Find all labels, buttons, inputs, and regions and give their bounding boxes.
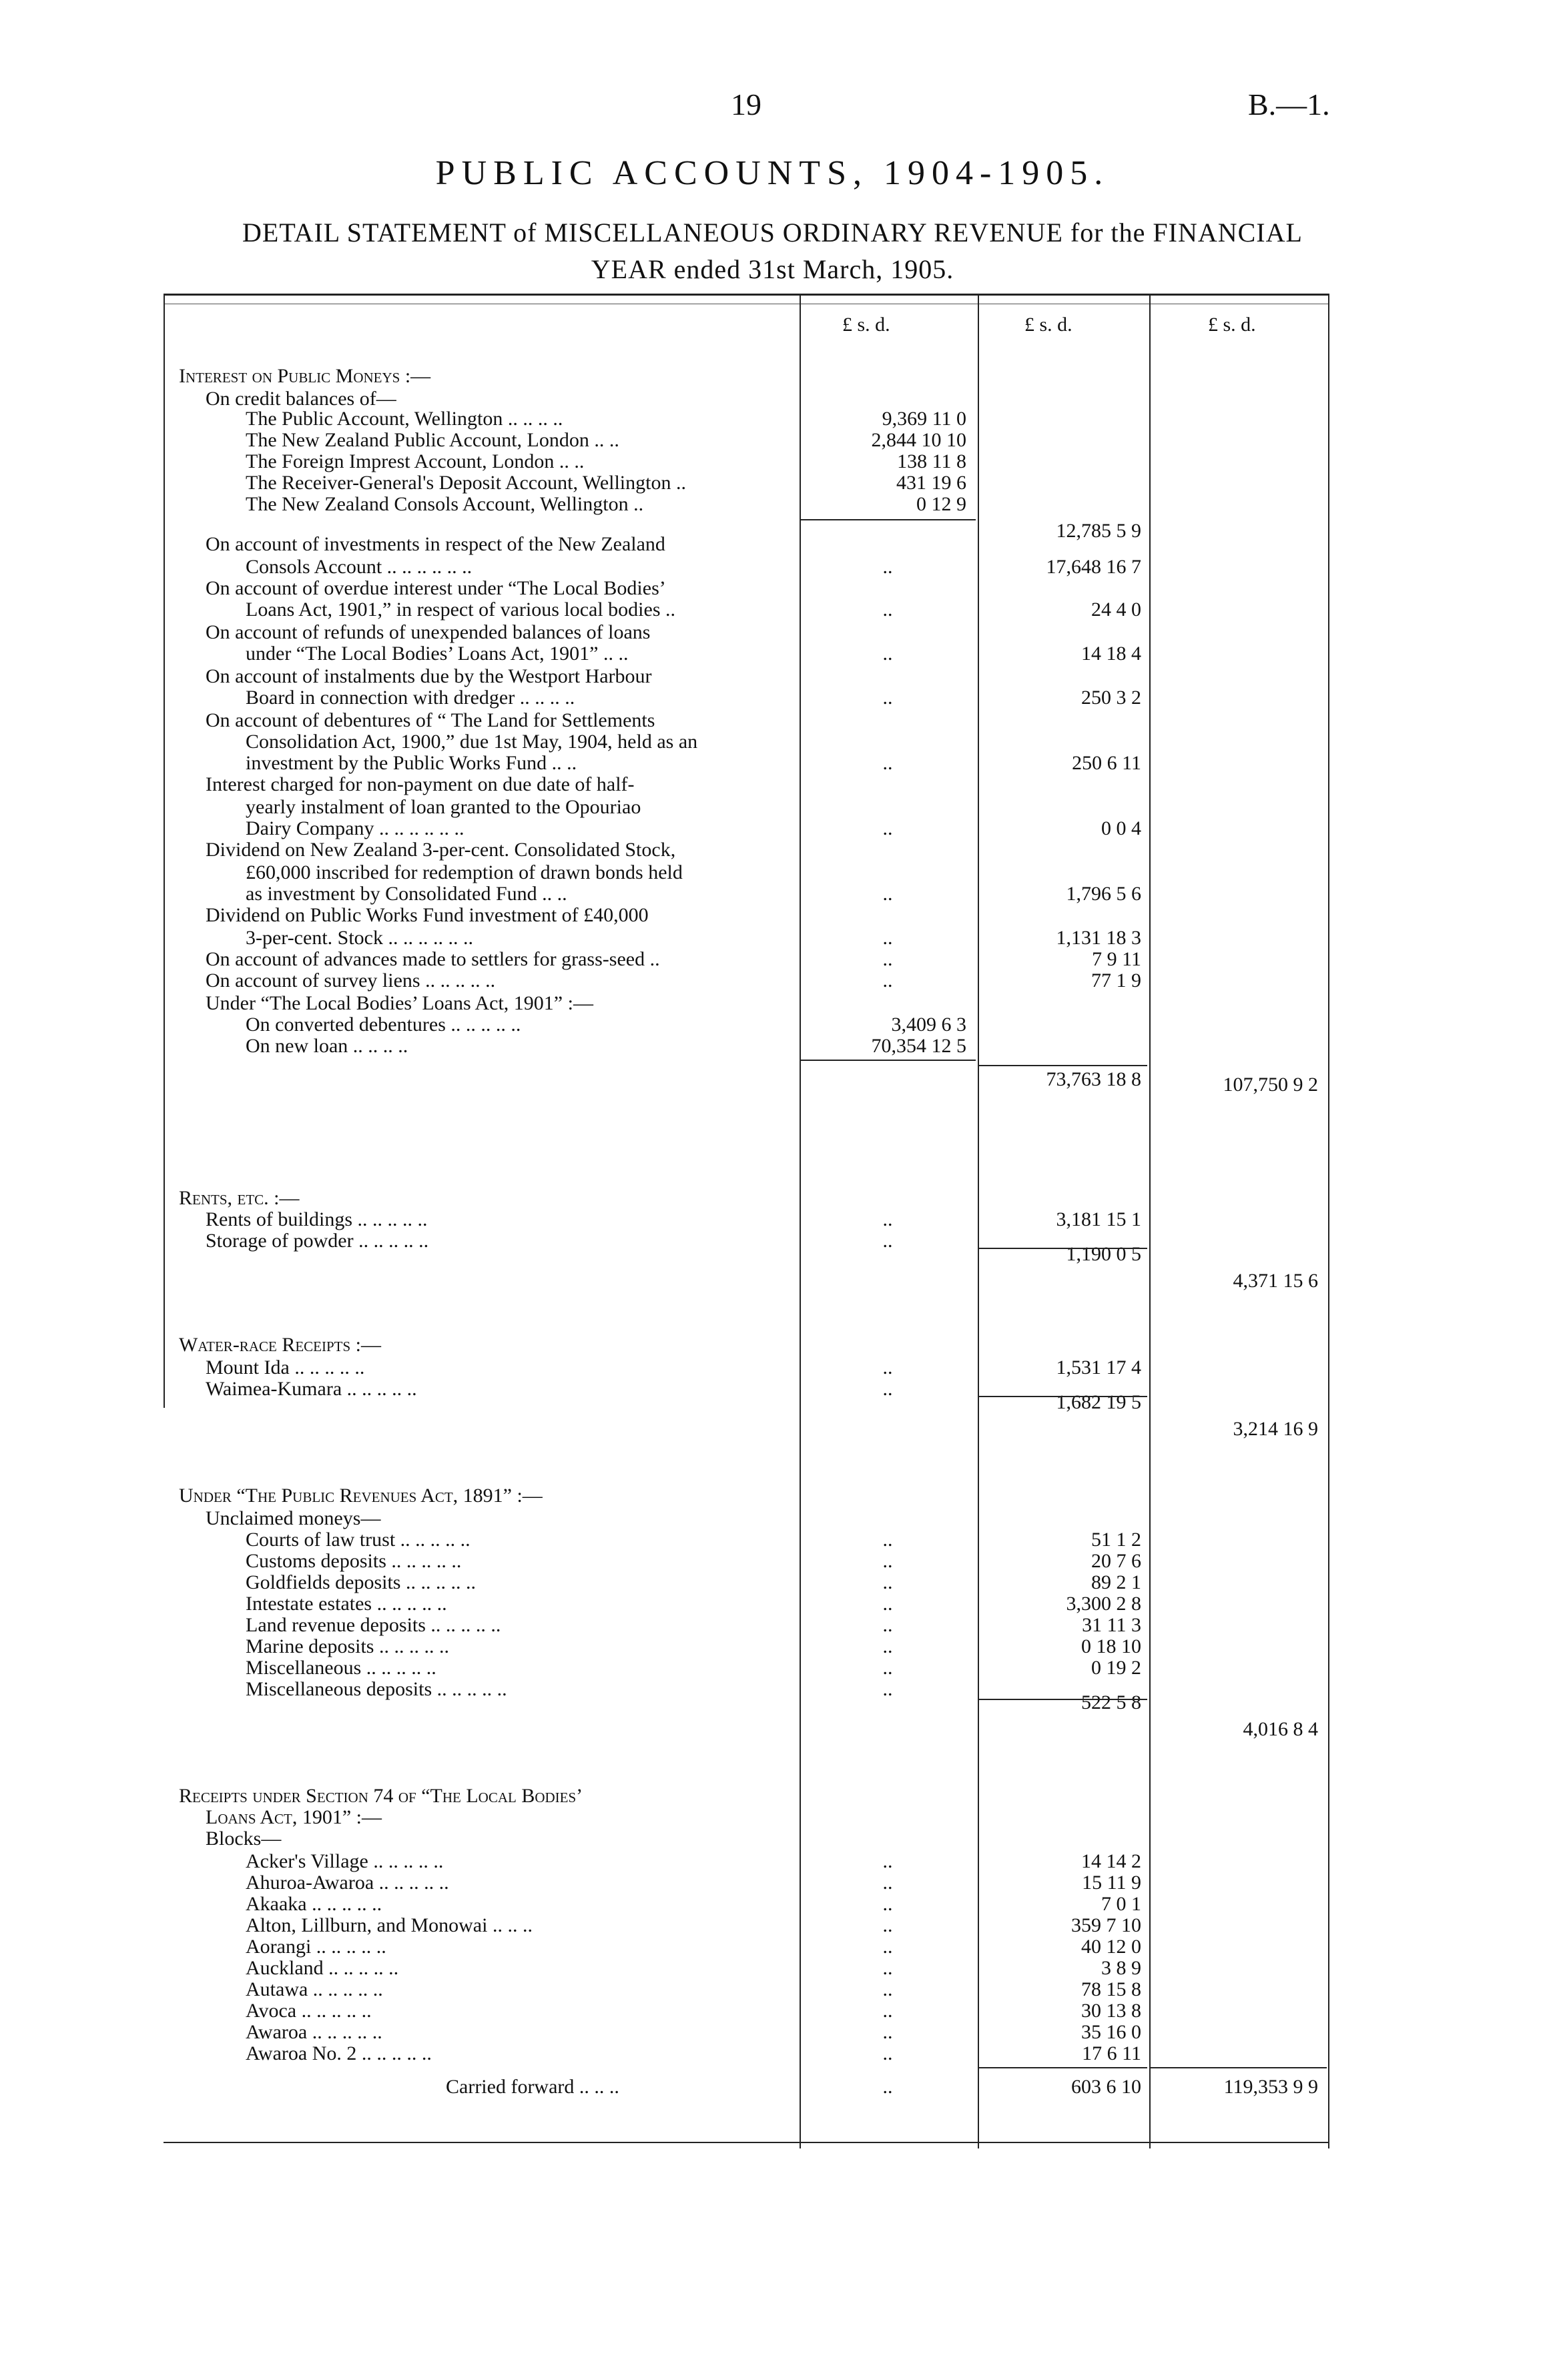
row-text: On account of advances made to settlers for grass-seed .. xyxy=(206,948,660,970)
amount-column-2: 1,796 5 6 xyxy=(1066,883,1141,905)
amount-column-1: .. xyxy=(882,687,893,709)
amount-column-2: 1,531 17 4 xyxy=(1056,1356,1141,1378)
row-text: Miscellaneous deposits .. .. .. .. .. xyxy=(246,1678,507,1700)
amount-column-2: 359 7 10 xyxy=(1071,1914,1141,1936)
row-text: Autawa .. .. .. .. .. xyxy=(246,1978,383,2000)
row-text: Consols Account .. .. .. .. .. .. xyxy=(246,556,473,578)
row-text: On converted debentures .. .. .. .. .. xyxy=(246,1014,521,1036)
amount-column-2: 603 6 10 xyxy=(1071,2076,1141,2098)
amount-column-1: .. xyxy=(882,1978,893,2000)
amount-column-1: 0 12 9 xyxy=(916,493,966,515)
column-header-1: £ s. d. xyxy=(842,314,890,336)
amount-column-2: 77 1 9 xyxy=(1091,969,1141,991)
amount-column-1: .. xyxy=(882,1378,893,1400)
amount-column-1: .. xyxy=(882,1635,893,1657)
subtotal-rule xyxy=(979,1396,1147,1397)
amount-column-2: 250 3 2 xyxy=(1081,687,1141,709)
row-text: under “The Local Bodies’ Loans Act, 1901” .. .. xyxy=(246,643,629,665)
row-text: The New Zealand Public Account, London .. .. xyxy=(246,429,619,451)
amount-column-2: 522 5 8 xyxy=(1081,1691,1141,1713)
subtotal-rule xyxy=(1151,2067,1327,2068)
row-text: The Public Account, Wellington .. .. .. .. xyxy=(246,408,563,430)
row-text: Dividend on Public Works Fund investment of £40,000 xyxy=(206,904,649,926)
amount-column-3: 119,353 9 9 xyxy=(1223,2076,1318,2098)
subtotal-rule xyxy=(979,1065,1147,1066)
row-text: On credit balances of— xyxy=(206,388,396,410)
amount-column-1: .. xyxy=(882,1529,893,1551)
column-header-3: £ s. d. xyxy=(1208,314,1256,336)
row-text: Marine deposits .. .. .. .. .. xyxy=(246,1635,449,1657)
column-divider-1 xyxy=(800,294,801,2148)
amount-column-1: .. xyxy=(882,1914,893,1936)
row-text: The Receiver-General's Deposit Account, Wellington .. xyxy=(246,472,686,494)
row-text: as investment by Consolidated Fund .. .. xyxy=(246,883,567,905)
column-divider-2 xyxy=(978,294,979,2148)
row-text: yearly instalment of loan granted to the Opouriao xyxy=(246,796,641,818)
amount-column-1: .. xyxy=(882,2021,893,2043)
row-text: Alton, Lillburn, and Monowai .. .. .. xyxy=(246,1914,533,1936)
row-text: Land revenue deposits .. .. .. .. .. xyxy=(246,1614,501,1636)
row-text: Receipts under Section 74 of “The Local Bodies’ xyxy=(179,1785,583,1807)
amount-column-2: 3,300 2 8 xyxy=(1066,1593,1141,1615)
page-number: 19 xyxy=(731,87,761,121)
amount-column-2: 14 18 4 xyxy=(1081,643,1141,665)
row-text: Avoca .. .. .. .. .. xyxy=(246,2000,372,2022)
row-text: Under “The Public Revenues Act, 1891” :— xyxy=(179,1485,543,1507)
statement-subtitle-line2: YEAR ended 31st March, 1905. xyxy=(591,254,954,284)
row-text: Intestate estates .. .. .. .. .. xyxy=(246,1593,447,1615)
amount-column-1: .. xyxy=(882,1893,893,1915)
amount-column-2: 1,190 0 5 xyxy=(1066,1243,1141,1265)
table-left-border xyxy=(164,294,165,1408)
row-text: Unclaimed moneys— xyxy=(206,1507,381,1529)
amount-column-2: 40 12 0 xyxy=(1081,1936,1141,1958)
row-text: Interest on Public Moneys :— xyxy=(179,365,431,387)
amount-column-1: .. xyxy=(882,1208,893,1230)
amount-column-1: .. xyxy=(882,599,893,621)
row-text: Loans Act, 1901” :— xyxy=(206,1806,382,1828)
amount-column-1: .. xyxy=(882,1850,893,1872)
amount-column-1: 9,369 11 0 xyxy=(882,408,966,430)
column-divider-3 xyxy=(1149,294,1151,2148)
row-text: Waimea-Kumara .. .. .. .. .. xyxy=(206,1378,417,1400)
amount-column-1: .. xyxy=(882,1550,893,1572)
amount-column-2: 7 0 1 xyxy=(1101,1893,1141,1915)
document-reference: B.—1. xyxy=(1248,87,1330,121)
amount-column-1: .. xyxy=(882,817,893,839)
row-text: Dividend on New Zealand 3-per-cent. Consolidated Stock, xyxy=(206,839,676,861)
row-text: On account of survey liens .. .. .. .. .. xyxy=(206,969,496,991)
row-text: Under “The Local Bodies’ Loans Act, 1901” :— xyxy=(206,992,593,1014)
row-text: 3-per-cent. Stock .. .. .. .. .. .. xyxy=(246,927,473,949)
amount-column-2: 78 15 8 xyxy=(1081,1978,1141,2000)
amount-column-1: 2,844 10 10 xyxy=(871,429,966,451)
amount-column-2: 0 19 2 xyxy=(1091,1657,1141,1679)
amount-column-1: .. xyxy=(882,969,893,991)
row-text: Board in connection with dredger .. .. .. .. xyxy=(246,687,575,709)
amount-column-1: .. xyxy=(882,1936,893,1958)
table-top-rule xyxy=(164,294,1328,296)
amount-column-1: 70,354 12 5 xyxy=(871,1035,966,1057)
subtotal-rule xyxy=(979,2067,1147,2068)
column-header-2: £ s. d. xyxy=(1024,314,1072,336)
amount-column-2: 20 7 6 xyxy=(1091,1550,1141,1572)
row-text: Auckland .. .. .. .. .. xyxy=(246,1957,399,1979)
amount-column-3: 107,750 9 2 xyxy=(1223,1074,1318,1096)
amount-column-1: .. xyxy=(882,927,893,949)
row-text: Awaroa No. 2 .. .. .. .. .. xyxy=(246,2042,432,2064)
amount-column-3: 3,214 16 9 xyxy=(1233,1418,1318,1440)
subtotal-rule xyxy=(801,519,976,520)
amount-column-1: .. xyxy=(882,948,893,970)
amount-column-1: .. xyxy=(882,1571,893,1593)
subtotal-rule xyxy=(979,1699,1147,1700)
row-text: On account of debentures of “ The Land for Settlements xyxy=(206,709,655,731)
row-text: Carried forward .. .. .. xyxy=(446,2076,619,2098)
amount-column-2: 24 4 0 xyxy=(1091,599,1141,621)
amount-column-2: 3,181 15 1 xyxy=(1056,1208,1141,1230)
row-text: Courts of law trust .. .. .. .. .. xyxy=(246,1529,471,1551)
amount-column-1: .. xyxy=(882,752,893,774)
row-text: £60,000 inscribed for redemption of drawn bonds held xyxy=(246,861,683,883)
amount-column-1: .. xyxy=(882,2076,893,2098)
amount-column-1: .. xyxy=(882,2042,893,2064)
amount-column-1: .. xyxy=(882,1593,893,1615)
row-text: Akaaka .. .. .. .. .. xyxy=(246,1893,382,1915)
amount-column-2: 0 18 10 xyxy=(1081,1635,1141,1657)
row-text: The Foreign Imprest Account, London .. .. xyxy=(246,450,585,472)
amount-column-2: 0 0 4 xyxy=(1101,817,1141,839)
row-text: Aorangi .. .. .. .. .. xyxy=(246,1936,386,1958)
amount-column-2: 15 11 9 xyxy=(1082,1872,1141,1894)
amount-column-2: 31 11 3 xyxy=(1082,1614,1141,1636)
amount-column-2: 89 2 1 xyxy=(1091,1571,1141,1593)
amount-column-1: .. xyxy=(882,1356,893,1378)
table-right-border xyxy=(1328,294,1329,2148)
subtotal-rule xyxy=(979,1248,1147,1249)
table-bottom-rule xyxy=(164,2142,1328,2143)
row-text: Ahuroa-Awaroa .. .. .. .. .. xyxy=(246,1872,449,1894)
amount-column-1: .. xyxy=(882,643,893,665)
row-text: On new loan .. .. .. .. xyxy=(246,1035,408,1057)
amount-column-1: .. xyxy=(882,1230,893,1252)
amount-column-1: 431 19 6 xyxy=(896,472,966,494)
amount-column-2: 30 13 8 xyxy=(1081,2000,1141,2022)
subtotal-rule xyxy=(801,1060,976,1061)
amount-column-1: 138 11 8 xyxy=(897,450,966,472)
amount-column-3: 4,371 15 6 xyxy=(1233,1270,1318,1292)
row-text: Miscellaneous .. .. .. .. .. xyxy=(246,1657,436,1679)
amount-column-1: 3,409 6 3 xyxy=(891,1014,966,1036)
statement-subtitle-line1: DETAIL STATEMENT of MISCELLANEOUS ORDINARY REVENUE for the FINANCIAL xyxy=(242,218,1303,248)
row-text: On account of refunds of unexpended balances of loans xyxy=(206,621,651,643)
amount-column-2: 12,785 5 9 xyxy=(1056,520,1141,542)
row-text: Water-race Receipts :— xyxy=(179,1334,381,1356)
amount-column-1: .. xyxy=(882,1614,893,1636)
amount-column-1: .. xyxy=(882,556,893,578)
amount-column-2: 250 6 11 xyxy=(1072,752,1141,774)
row-text: Rents, etc. :— xyxy=(179,1187,300,1209)
amount-column-1: .. xyxy=(882,1678,893,1700)
amount-column-2: 35 16 0 xyxy=(1081,2021,1141,2043)
row-text: On account of investments in respect of the New Zealand xyxy=(206,533,665,555)
amount-column-2: 3 8 9 xyxy=(1101,1957,1141,1979)
amount-column-1: .. xyxy=(882,2000,893,2022)
amount-column-2: 7 9 11 xyxy=(1092,948,1141,970)
amount-column-1: .. xyxy=(882,1872,893,1894)
amount-column-2: 14 14 2 xyxy=(1081,1850,1141,1872)
row-text: On account of overdue interest under “The Local Bodies’ xyxy=(206,577,666,599)
row-text: Blocks— xyxy=(206,1828,282,1850)
amount-column-2: 73,763 18 8 xyxy=(1046,1068,1141,1090)
row-text: Mount Ida .. .. .. .. .. xyxy=(206,1356,365,1378)
row-text: On account of instalments due by the Westport Harbour xyxy=(206,665,652,687)
row-text: Consolidation Act, 1900,” due 1st May, 1904, held as an xyxy=(246,731,698,753)
amount-column-2: 1,682 19 5 xyxy=(1056,1391,1141,1413)
row-text: Dairy Company .. .. .. .. .. .. xyxy=(246,817,465,839)
row-text: Customs deposits .. .. .. .. .. xyxy=(246,1550,462,1572)
amount-column-1: .. xyxy=(882,1657,893,1679)
row-text: Storage of powder .. .. .. .. .. xyxy=(206,1230,429,1252)
row-text: Awaroa .. .. .. .. .. xyxy=(246,2021,382,2043)
row-text: investment by the Public Works Fund .. .. xyxy=(246,752,577,774)
row-text: Rents of buildings .. .. .. .. .. xyxy=(206,1208,428,1230)
row-text: Loans Act, 1901,” in respect of various local bodies .. xyxy=(246,599,676,621)
row-text: The New Zealand Consols Account, Wellington .. xyxy=(246,493,644,515)
amount-column-2: 17,648 16 7 xyxy=(1046,556,1141,578)
page-title: PUBLIC ACCOUNTS, 1904-1905. xyxy=(435,154,1110,192)
amount-column-1: .. xyxy=(882,883,893,905)
amount-column-2: 51 1 2 xyxy=(1091,1529,1141,1551)
row-text: Interest charged for non-payment on due date of half- xyxy=(206,773,635,795)
amount-column-1: .. xyxy=(882,1957,893,1979)
amount-column-2: 17 6 11 xyxy=(1082,2042,1141,2064)
amount-column-3: 4,016 8 4 xyxy=(1243,1718,1318,1740)
row-text: Goldfields deposits .. .. .. .. .. xyxy=(246,1571,476,1593)
amount-column-2: 1,131 18 3 xyxy=(1056,927,1141,949)
row-text: Acker's Village .. .. .. .. .. xyxy=(246,1850,444,1872)
